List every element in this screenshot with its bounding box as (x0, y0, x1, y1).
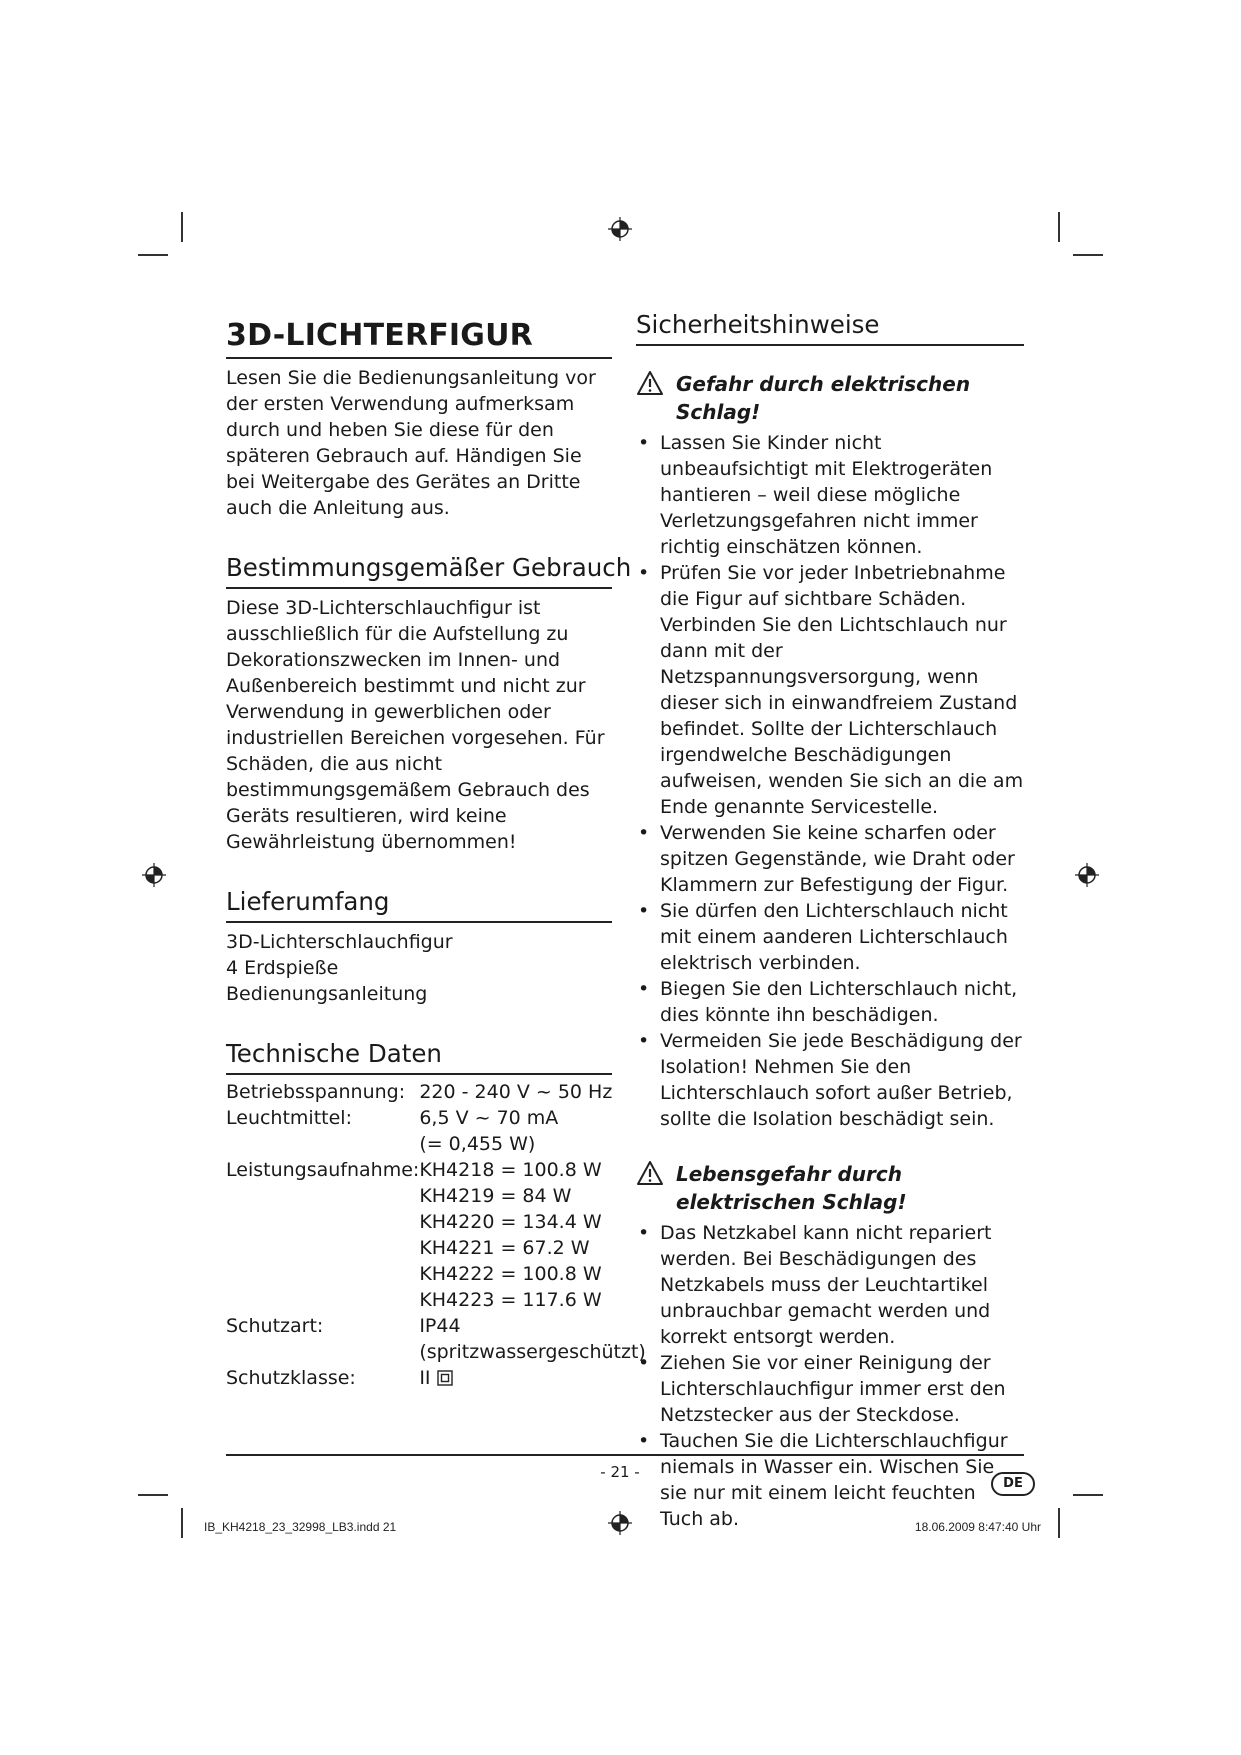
crop-mark (1058, 212, 1060, 242)
spec-label: Leistungsaufnahme: (226, 1159, 420, 1181)
list-item: • Vermeiden Sie jede Beschädigung der Isolation! Nehmen Sie den Lichterschlauch sofort außer Betrieb, sollte die Isolation beschädigt sein. (636, 1028, 1024, 1132)
table-row (226, 1365, 646, 1391)
table-row (226, 1183, 646, 1209)
table-row (226, 1157, 646, 1183)
spec-label (226, 1339, 419, 1365)
registration-mark-icon (607, 216, 633, 242)
scope-section (226, 887, 612, 1007)
spec-label (226, 1183, 419, 1209)
warning-electric-shock (636, 370, 1024, 426)
tech-section (226, 1039, 646, 1391)
spec-label (226, 1209, 419, 1235)
protection-class-ii-icon (437, 1370, 453, 1386)
warning-title: Gefahr durch elektrischen Schlag! (676, 372, 971, 424)
list-item: • Prüfen Sie vor jeder Inbetriebnahme die Figur auf sichtbare Schäden. Verbinden Sie den Lichtschlauch nur dann mit der Netzspannungsversorgung, wenn dieser sich in einwandfreiem Zustand befindet. Sollte der Lichterschlauch irgendwelche Beschädigungen aufweisen, wenden Sie sich an die am Ende genannte Servicestelle. (636, 560, 1024, 820)
list-item: • Das Netzkabel kann nicht repariert werden. Bei Beschädigungen des Netzkabels muss der Leuchtartikel unbrauchbar gemacht werden und korrekt entsorgt werden. (636, 1220, 1024, 1350)
timestamp-slug: 18.06.2009 8:47:40 Uhr (914, 1520, 1041, 1534)
spec-value: IP44 (419, 1315, 461, 1337)
table-row (226, 1131, 646, 1157)
page-number: - 21 - (600, 1463, 640, 1481)
spec-label (226, 1287, 419, 1313)
spec-value: (spritzwassergeschützt) (419, 1341, 646, 1363)
footer-rule (226, 1454, 1024, 1456)
registration-mark-icon (607, 1510, 633, 1536)
spec-value (419, 1365, 646, 1391)
list-item: 3D-Lichterschlauchfigur (226, 931, 453, 953)
registration-mark-icon (141, 862, 167, 888)
registration-mark-icon (1074, 862, 1100, 888)
crop-mark (181, 212, 183, 242)
page-title: 3D-LICHTERFIGUR (226, 318, 612, 359)
warning-triangle-icon (636, 1160, 664, 1186)
warning-title: Lebensgefahr durch elektrischen Schlag! (676, 1162, 907, 1214)
spec-value: KH4222 = 100.8 W (419, 1263, 602, 1285)
spec-label (226, 1131, 419, 1157)
intended-use-heading: Bestimmungsgemäßer Gebrauch (226, 553, 612, 589)
right-column (636, 310, 1024, 1532)
table-row (226, 1105, 646, 1131)
crop-mark (1073, 1494, 1103, 1496)
list-item: Bedienungsanleitung (226, 983, 428, 1005)
warning-2-list (636, 1220, 1024, 1532)
intended-use-text: Diese 3D-Lichterschlauchfigur ist ausschließlich für die Aufstellung zu Dekorationszwecken im Innen- und Außenbereich bestimmt und nicht zur Verwendung in gewerblichen oder industriellen Bereichen vorgesehen. Für Schäden, die aus nicht bestimmungsgemäßem Gebrauch des Geräts resultieren, wird keine Gewährleistung übernommen! (226, 597, 605, 853)
table-row (226, 1339, 646, 1365)
crop-mark (138, 254, 168, 256)
table-row (226, 1209, 646, 1235)
scope-list (226, 929, 612, 1007)
intro-text: Lesen Sie die Bedienungsanleitung vor der ersten Verwendung aufmerksam durch und heben Sie diese für den späteren Gebrauch auf. Händigen Sie bei Weitergabe des Gerätes an Dritte auch die Anleitung aus. (226, 367, 596, 519)
spec-value: KH4219 = 84 W (419, 1185, 572, 1207)
spec-value: KH4221 = 67.2 W (419, 1237, 590, 1259)
list-item: • Tauchen Sie die Lichterschlauchfigur niemals in Wasser ein. Wischen Sie sie nur mit einem leicht feuchten Tuch ab. (636, 1428, 1024, 1532)
spec-value: KH4220 = 134.4 W (419, 1211, 602, 1233)
table-row (226, 1313, 646, 1339)
list-item: • Ziehen Sie vor einer Reinigung der Lichterschlauchfigur immer erst den Netzstecker aus der Steckdose. (636, 1350, 1024, 1428)
crop-mark (138, 1494, 168, 1496)
crop-mark (1058, 1508, 1060, 1538)
spec-label (226, 1235, 419, 1261)
warning-triangle-icon (636, 370, 664, 396)
crop-mark (1073, 254, 1103, 256)
tech-table (226, 1079, 646, 1391)
spec-value: 220 - 240 V ~ 50 Hz (419, 1081, 613, 1103)
crop-mark (181, 1508, 183, 1538)
list-item: • Lassen Sie Kinder nicht unbeaufsichtigt mit Elektrogeräten hantieren – weil diese mögliche Verletzungsgefahren nicht immer richtig einschätzen können. (636, 430, 1024, 560)
spec-value: KH4218 = 100.8 W (419, 1159, 602, 1181)
spec-value: (= 0,455 W) (419, 1133, 536, 1155)
left-column (226, 318, 646, 1391)
spec-value: KH4223 = 117.6 W (419, 1289, 602, 1311)
protection-class-text: II (419, 1367, 431, 1389)
tech-heading: Technische Daten (226, 1039, 612, 1075)
language-badge: DE (991, 1472, 1035, 1496)
spec-label: Betriebsspannung: (226, 1081, 406, 1103)
spec-value: 6,5 V ~ 70 mA (419, 1107, 559, 1129)
spec-label: Schutzart: (226, 1315, 324, 1337)
list-item: • Verwenden Sie keine scharfen oder spitzen Gegenstände, wie Draht oder Klammern zur Befestigung der Figur. (636, 820, 1024, 898)
table-row (226, 1235, 646, 1261)
list-item: 4 Erdspieße (226, 957, 339, 979)
spec-label: Leuchtmittel: (226, 1107, 352, 1129)
table-row (226, 1079, 646, 1105)
spec-label: Schutzklasse: (226, 1367, 356, 1389)
file-slug: IB_KH4218_23_32998_LB3.indd 21 (204, 1520, 397, 1534)
table-row (226, 1261, 646, 1287)
spec-label (226, 1261, 419, 1287)
intended-use-section (226, 553, 632, 855)
warning-1-list (636, 430, 1024, 1132)
warning-life-danger (636, 1160, 1024, 1216)
safety-heading: Sicherheitshinweise (636, 310, 1024, 346)
list-item: • Biegen Sie den Lichterschlauch nicht, dies könnte ihn beschädigen. (636, 976, 1024, 1028)
list-item: • Sie dürfen den Lichterschlauch nicht mit einem aanderen Lichterschlauch elektrisch verbinden. (636, 898, 1024, 976)
scope-heading: Lieferumfang (226, 887, 612, 923)
table-row (226, 1287, 646, 1313)
